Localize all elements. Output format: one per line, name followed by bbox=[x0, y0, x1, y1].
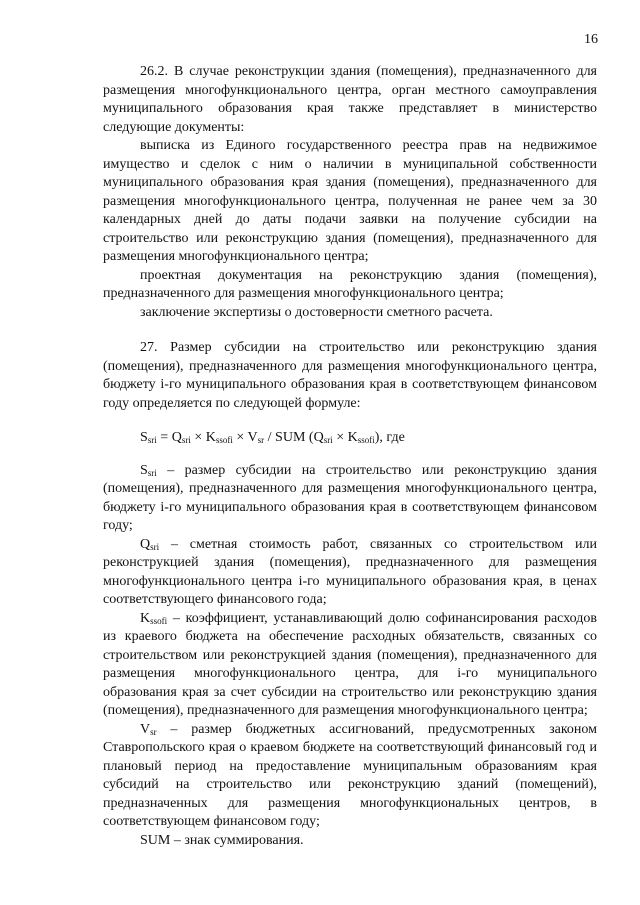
page-number: 16 bbox=[584, 32, 598, 47]
formula-times-1: × bbox=[190, 430, 206, 445]
definition-s-sub: sri bbox=[147, 467, 157, 478]
formula bbox=[103, 429, 597, 448]
definition-q-symbol: Q bbox=[140, 536, 151, 552]
formula-s-sub: sri bbox=[147, 435, 157, 445]
definition-k bbox=[103, 610, 597, 721]
formula-k: K bbox=[205, 430, 216, 445]
definition-q-sub: sri bbox=[150, 541, 160, 552]
definition-k-sub: ssofi bbox=[150, 615, 168, 626]
formula-times-2: × bbox=[232, 430, 248, 445]
formula-q-sub: sri bbox=[181, 435, 191, 445]
definition-k-text: – коэффициент, устанавливающий долю софинансирования расходов из краевого бюджета на обеспечение расходных обязательств, связанных со строительством или реконструкцией здания (помещения), предназначенного для размещения многофункционального центра, для i-го муниципального образования края за счет субсидии на строительство или реконструкцию здания (помещения), предназначенного для размещения многофункционального центра; bbox=[103, 610, 597, 718]
formula-tail: ), где bbox=[374, 430, 405, 445]
formula-times-3: × bbox=[332, 430, 348, 445]
formula-q2-sub: sri bbox=[323, 435, 333, 445]
definition-q bbox=[103, 536, 597, 610]
definition-k-symbol: K bbox=[140, 610, 151, 626]
definition-q-text: – сметная стоимость работ, связанных со строительством или реконструкцией здания (помещения), предназначенного для размещения многофункционального центра i-го муниципального образования края, в ценах соответствующего финансового года; bbox=[103, 536, 597, 607]
document-body bbox=[103, 63, 597, 850]
formula-k2-sub: ssofi bbox=[357, 435, 375, 445]
formula-s: S bbox=[140, 430, 148, 445]
formula-k2: K bbox=[347, 430, 358, 445]
formula-v: V bbox=[247, 430, 258, 445]
paragraph-project: проектная документация на реконструкцию здания (помещения), предназначенного для размещения многофункционального центра; bbox=[103, 267, 597, 301]
paragraph-expertise: заключение экспертизы о достоверности сметного расчета. bbox=[140, 304, 493, 320]
definition-v-text: – размер бюджетных ассигнований, предусмотренных законом Ставропольского края о краевом бюджете на соответствующий финансовый год и плановый период на предоставление муниципальным образованиям края субсидий на строительство или реконструкцию зданий (помещений), предназначенных для размещения многофункциональных центров, в соответствующем финансовом году; bbox=[103, 721, 597, 829]
definition-v bbox=[103, 721, 597, 832]
definition-v-symbol: V bbox=[140, 721, 151, 737]
formula-q: Q bbox=[171, 430, 182, 445]
definition-s-text: – размер субсидии на строительство или реконструкцию здания (помещения), предназначенного для размещения многофункционального центра, бюджету i-го муниципального образования края в соответствующем финансовом году; bbox=[103, 462, 597, 533]
definition-s bbox=[103, 462, 597, 536]
formula-k-sub: ssofi bbox=[215, 435, 233, 445]
definition-sum: SUM – знак суммирования. bbox=[140, 832, 304, 848]
paragraph-27: 27. Размер субсидии на строительство или реконструкцию здания (помещения), предназначенного для размещения многофункционального центра, бюджету i-го муниципального образования края в соответствующем финансовом году определяется по следующей формуле: bbox=[103, 340, 597, 411]
formula-q2: Q bbox=[313, 430, 324, 445]
formula-eq: = bbox=[156, 430, 172, 445]
definition-s-symbol: S bbox=[140, 462, 148, 478]
paragraph-extract: выписка из Единого государственного реестра прав на недвижимое имущество и сделок с ним о наличии в муниципальной собственности муниципального образования края здания (помещения), предназначенного для размещения многофункционального центра, полученная не ранее чем за 30 календарных дней до даты подачи заявки на получение субсидии на строительство или реконструкцию здания (помещения), предназначенного для размещения многофункционального центра; bbox=[103, 138, 597, 264]
formula-v-sub: sr bbox=[257, 435, 265, 445]
definition-v-sub: sr bbox=[150, 726, 157, 737]
paragraph-26-2: 26.2. В случае реконструкции здания (помещения), предназначенного для размещения многофункционального центра, орган местного самоуправления муниципального образования края также представляет в министерство следующие документы: bbox=[103, 64, 597, 135]
formula-div: / SUM ( bbox=[264, 430, 314, 445]
